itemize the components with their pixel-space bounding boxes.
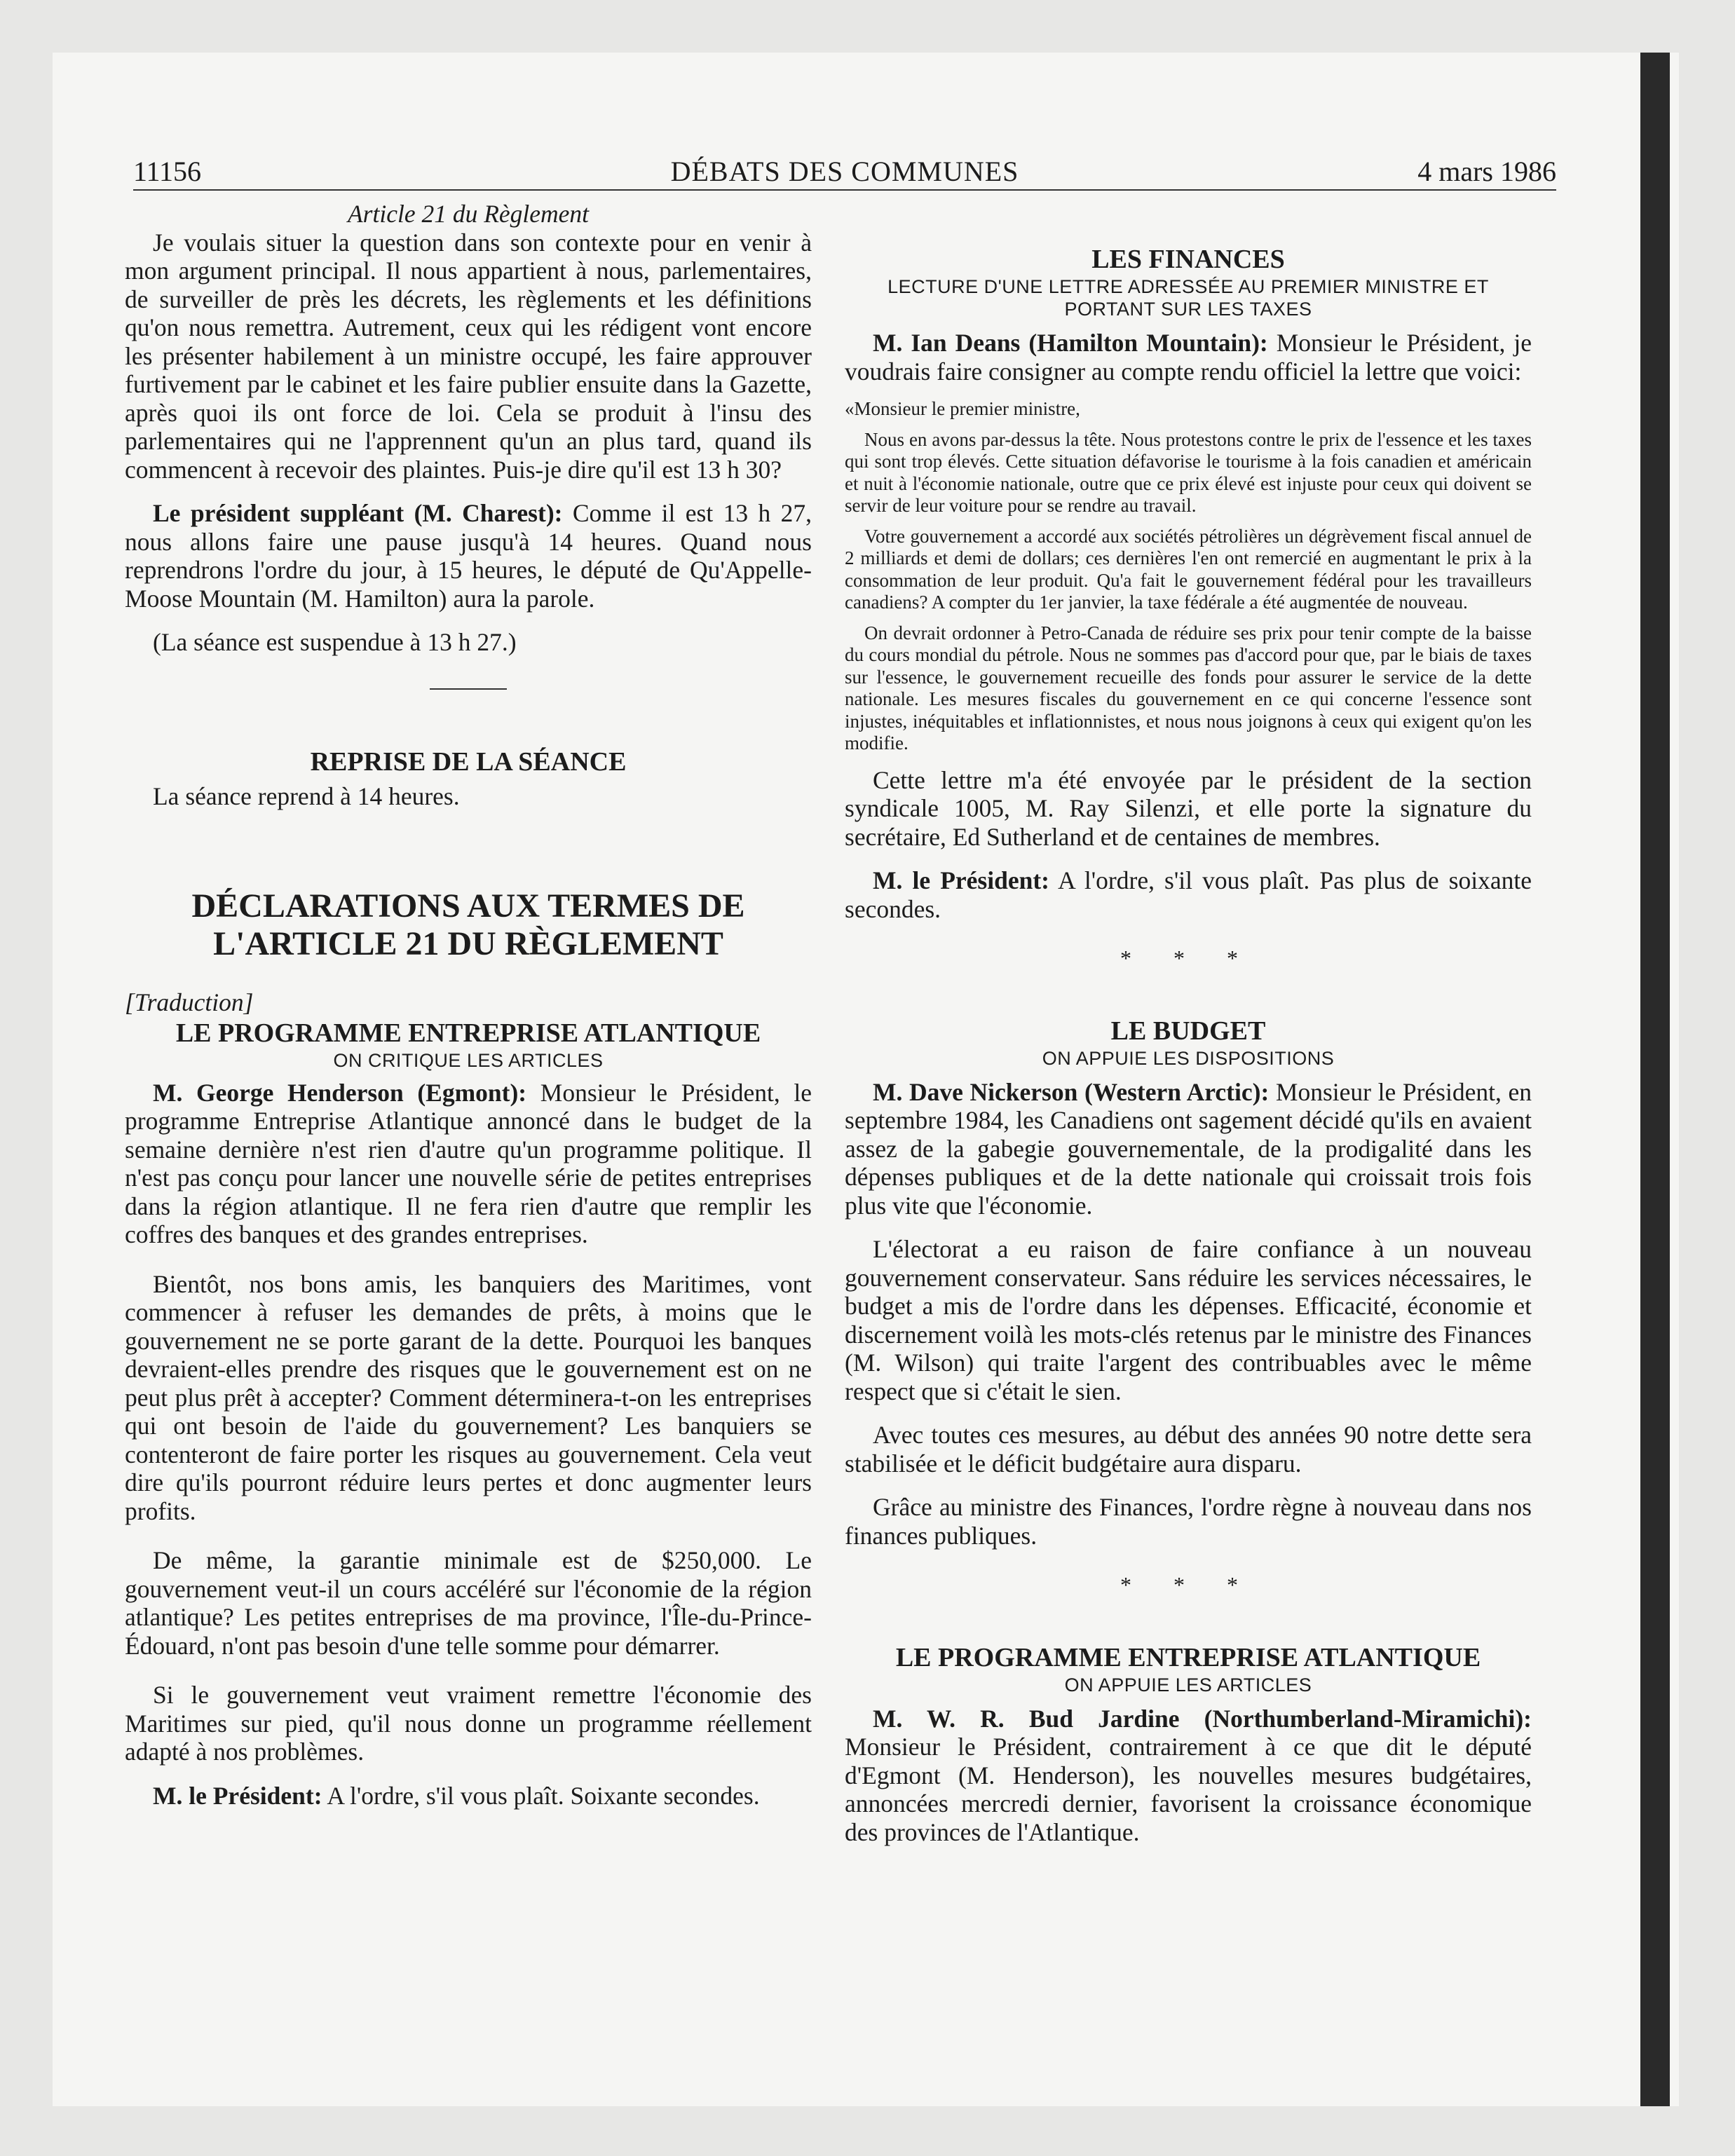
paragraph-deans-1 [845, 329, 1532, 386]
letter-salutation: «Monsieur le premier ministre, [845, 398, 1080, 419]
section-title-entreprise-atlantique-2: LE PROGRAMME ENTREPRISE ATLANTIQUE [895, 1642, 1481, 1672]
paragraph-president-order-2 [845, 866, 1532, 923]
main-heading-line-1: DÉCLARATIONS AUX TERMES DE [191, 887, 745, 925]
section-subtitle-appuie-dispositions: ON APPUIE LES DISPOSITIONS [1042, 1047, 1335, 1069]
speech-text: Monsieur le Président, je voudrais faire consigner au compte rendu officiel la lettre que voici: [845, 329, 1532, 386]
section-separator-stars: * * * [1120, 1572, 1256, 1597]
speaker-name: Le président suppléant (M. Charest): [153, 499, 563, 527]
section-title-budget: LE BUDGET [1110, 1016, 1266, 1046]
speaker-name: M. Dave Nickerson (Western Arctic): [873, 1077, 1270, 1106]
reprise-heading: REPRISE DE LA SÉANCE [310, 746, 627, 777]
section-title-entreprise-atlantique: LE PROGRAMME ENTREPRISE ATLANTIQUE [175, 1018, 761, 1048]
left-column [125, 200, 812, 1810]
speaker-name: M. Ian Deans (Hamilton Mountain): [873, 329, 1268, 357]
reprise-text: La séance reprend à 14 heures. [153, 782, 460, 810]
running-subheading: Article 21 du Règlement [347, 200, 590, 228]
speaker-name: M. le Président: [873, 866, 1049, 894]
publication-title: DÉBATS DES COMMUNES [670, 156, 1019, 187]
page-date: 4 mars 1986 [1417, 156, 1556, 187]
page-number: 11156 [133, 156, 202, 187]
speech-text: A l'ordre, s'il vous plaît. Soixante secondes. [322, 1781, 760, 1810]
speech-text: Monsieur le Président, le programme Entreprise Atlantique annoncé dans le budget de la semaine dernière n'est rien d'autre qu'un programme politique. Il n'est pas conçu pour lancer une nouvelle série de petites entreprises dans la région atlantique. Il ne fera rien d'autre que remplir les coffres des banques et des grandes entreprises. [125, 1078, 812, 1248]
paragraph-henderson-2: Bientôt, nos bons amis, les banquiers des Maritimes, vont commencer à refuser les demandes de prêts, à moins que le gouvernement ne se porte garant de la dette. Pourquoi les banques devraient-elles prendre des risques que le gouvernement est on ne peut plus prêt à accepter? Comment déterminera-t-on les entreprises qui ont besoin de l'aide du gouvernement? Les banquiers se contenteront de faire porter les risques au gouvernement. Cela veut dire qu'ils pourront réduire leurs pertes et donc augmenter leurs profits. [125, 1269, 812, 1525]
paragraph-president-suppleant [125, 499, 812, 613]
paragraph-nickerson-2: L'électorat a eu raison de faire confiance à un nouveau gouvernement conservateur. Sans réduire les services nécessaires, le budget a mis de l'ordre dans les dépenses. Efficacité, économie et discernement voilà les mots-clés retenus par le ministre des Finances (M. Wilson) qui traite l'argent des contribuables avec le même respect que si c'était le sien. [845, 1235, 1532, 1405]
speech-text: Monsieur le Président, en septembre 1984, les Canadiens ont sagement décidé qu'ils en avaient assez de la gabegie gouvernementale, de la prodigalité dans les dépenses publiques et de la dette nationale qui croissait trois fois plus vite que l'économie. [845, 1077, 1532, 1220]
main-heading-line-2: L'ARTICLE 21 DU RÈGLEMENT [213, 925, 723, 962]
speech-text: Monsieur le Président, contrairement à ce que dit le député d'Egmont (M. Henderson), les nouvelles mesures budgétaires, annoncées mercredi dernier, favorisent la croissance économique des provinces de l'Atlantique. [845, 1733, 1532, 1846]
section-separator-stars: * * * [1120, 946, 1256, 971]
paragraph-nickerson-3: Avec toutes ces mesures, au début des années 90 notre dette sera stabilisée et le déficit budgétaire aura disparu. [845, 1421, 1532, 1478]
speaker-name: M. W. R. Bud Jardine (Northumberland-Miramichi): [873, 1704, 1532, 1733]
paragraph-context: Je voulais situer la question dans son contexte pour en venir à mon argument principal. Il nous appartient à nous, parlementaires, de surveiller de près les décrets, les règlements et les définitions qu'on nous remettra. Autrement, ceux qui les rédigent vont encore les présenter habilement à un ministre occupé, les faire approuver furtivement par le cabinet et les faire publier ensuite dans la Gazette, après quoi ils ont force de loi. Cela se produit à l'insu des parlementaires qui ne l'apprennent qu'un an plus tard, quand ils commencent à recevoir des plaintes. Puis-je dire qu'il est 13 h 30? [125, 228, 812, 484]
speaker-name: M. le Président: [153, 1781, 322, 1810]
letter-paragraph-1: Nous en avons par-dessus la tête. Nous protestons contre le prix de l'essence et les taxes qui sont trop élevés. Cette situation défavorise le tourisme à la fois canadien et américain et nuit à l'économie nationale, outre que ce prix élevé est injuste pour ceux qui doivent se servir de leur voiture pour se rendre au travail. [845, 428, 1532, 516]
section-title-finances: LES FINANCES [1091, 245, 1285, 274]
session-suspended-note: (La séance est suspendue à 13 h 27.) [153, 628, 517, 656]
paragraph-nickerson-4: Grâce au ministre des Finances, l'ordre règne à nouveau dans nos finances publiques. [845, 1493, 1532, 1550]
paragraph-deans-2: Cette lettre m'a été envoyée par le président de la section syndicale 1005, M. Ray Silenzi, et elle porte la signature du secrétaire, Ed Sutherland et de centaines de membres. [845, 765, 1532, 851]
paragraph-henderson-4: Si le gouvernement veut vraiment remettre l'économie des Maritimes sur pied, qu'il nous donne un programme réellement adapté à nos problèmes. [125, 1681, 812, 1766]
right-column [845, 200, 1532, 1846]
letter-paragraph-2: Votre gouvernement a accordé aux sociétés pétrolières un dégrèvement fiscal annuel de 2 milliards et demi de dollars; ces dernières l'en ont remercié en augmentant le prix à la consommation de leur produit. Qu'a fait le gouvernement fédéral pour les travailleurs canadiens? A compter du 1er janvier, la taxe fédérale a été augmentée de nouveau. [845, 525, 1532, 613]
section-subtitle-lettre: LECTURE D'UNE LETTRE ADRESSÉE AU PREMIER MINISTRE ET PORTANT SUR LES TAXES [887, 276, 1489, 320]
speech-text: A l'ordre, s'il vous plaît. Pas plus de soixante secondes. [845, 866, 1532, 923]
translation-note: [Traduction] [125, 988, 254, 1016]
paragraph-president-order [125, 1782, 812, 1810]
speaker-name: M. George Henderson (Egmont): [153, 1078, 527, 1107]
speech-text: Comme il est 13 h 27, nous allons faire une pause jusqu'à 14 heures. Quand nous reprendrons l'ordre du jour, à 15 heures, le député de Qu'Appelle-Moose Mountain (M. Hamilton) aura la parole. [125, 499, 812, 613]
section-subtitle-critique: ON CRITIQUE LES ARTICLES [333, 1049, 604, 1071]
page-header [133, 154, 1556, 191]
quoted-letter [845, 398, 1532, 755]
paragraph-henderson-3: De même, la garantie minimale est de $250,000. Le gouvernement veut-il un cours accéléré sur l'économie de la région atlantique? Les petites entreprises de ma province, l'Île-du-Prince-Édouard, n'ont pas besoin d'une telle somme pour démarrer. [125, 1546, 812, 1660]
paragraph-nickerson-1 [845, 1078, 1532, 1220]
paragraph-henderson-1 [125, 1079, 812, 1249]
paragraph-jardine-1 [845, 1705, 1532, 1847]
scan-edge-bar [1640, 53, 1670, 2106]
letter-paragraph-3: On devrait ordonner à Petro-Canada de réduire ses prix pour tenir compte de la baisse du cours mondial du pétrole. Nous ne sommes pas d'accord pour que, par le biais de taxes sur l'essence, le gouvernement recueille des fonds pour assurer le service de la dette nationale. Les mesures fiscales du gouvernement en ce qui concerne l'essence sont injustes, inéquitables et inflationnistes, et nous nous joignons à ceux qui exigent qu'on les modifie. [845, 622, 1532, 753]
section-subtitle-appuie-articles: ON APPUIE LES ARTICLES [1064, 1674, 1312, 1696]
